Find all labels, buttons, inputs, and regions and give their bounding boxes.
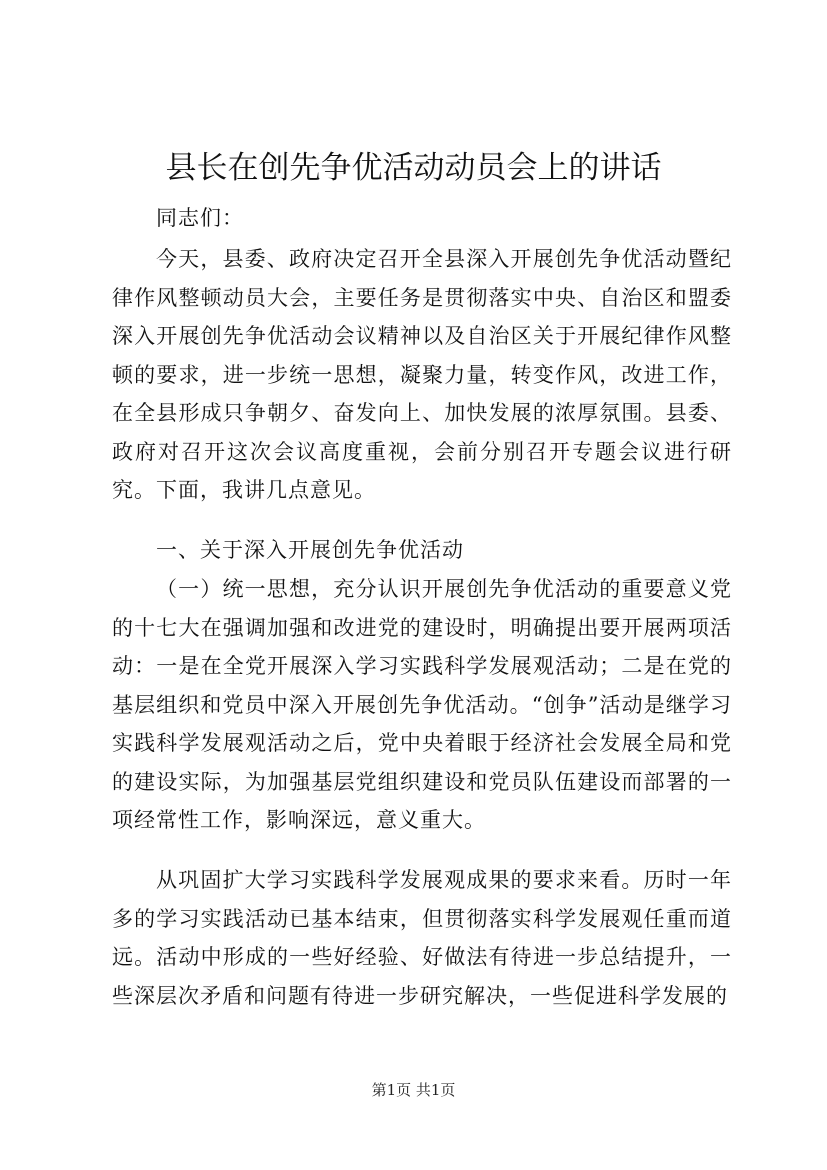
document-title: 县长在创先争优活动动员会上的讲话 [165, 150, 662, 186]
paragraph-consolidation: 从巩固扩大学习实践科学发展观成果的要求来看。历时一年多的学习实践活动已基本结束，但贯彻落实科学发展观任重而道远。活动中形成的一些好经验、好做法有待进一步总结提升，一些深层次矛盾和问题有待进一步研究解决，一些促进科学发展的 [112, 868, 732, 1008]
section-heading: 一、关于深入开展创先争优活动 [156, 538, 464, 562]
salutation: 同志们： [156, 206, 244, 230]
page-footer [0, 1080, 827, 1100]
paragraph-significance: （一）统一思想，充分认识开展创先争优活动的重要意义党的十七大在强调加强和改进党的建设时，明确提出要开展两项活动：一是在全党开展深入学习实践科学发展观活动；二是在党的基层组织和党员中深入开展创先争优活动。“创争”活动是继学习实践科学发展观活动之后，党中央着眼于经济社会发展全局和党的建设实际，为加强基层党组织建设和党员队伍建设而部署的一项经常性工作，影响深远，意义重大。 [112, 577, 732, 832]
page-number-label: 第1页 共1页 [371, 1081, 456, 1099]
paragraph-intro: 今天，县委、政府决定召开全县深入开展创先争优活动暨纪律作风整顿动员大会，主要任务是贯彻落实中央、自治区和盟委深入开展创先争优活动会议精神以及自治区关于开展纪律作风整顿的要求，进一步统一思想，凝聚力量，转变作风，改进工作，在全县形成只争朝夕、奋发向上、加快发展的浓厚氛围。县委、政府对召开这次会议高度重视，会前分别召开专题会议进行研究。下面，我讲几点意见。 [112, 247, 732, 502]
